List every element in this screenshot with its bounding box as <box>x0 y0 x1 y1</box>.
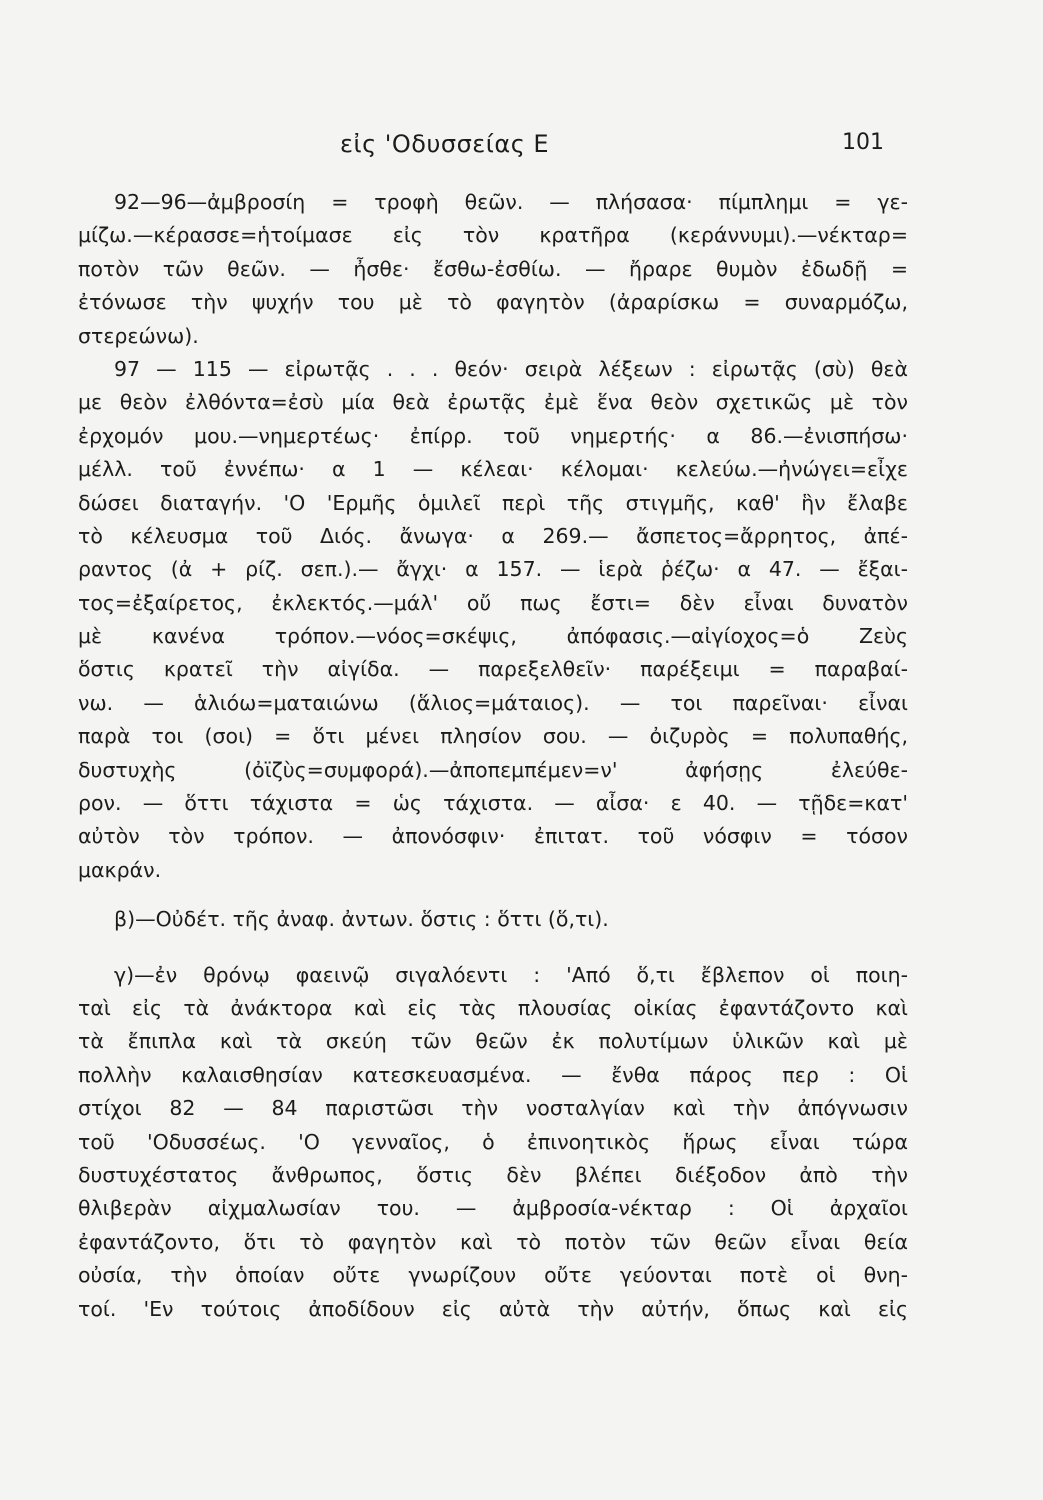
text-line: μακράν. <box>78 857 162 882</box>
text-line: τοί. 'Εν τούτοις ἀποδίδουν εἰς αὐτὰ τὴν αὐτήν, ὅπως καὶ εἰς <box>78 1296 908 1321</box>
text-line: ρον. — ὅττι τάχιστα = ὡς τάχιστα. — αἶσα· ε 40. — τῇδε=κατ' <box>78 791 908 816</box>
text-line: δυστυχέστατος ἄνθρωπος, ὅστις δὲν βλέπει διέξοδον ἀπὸ τὴν <box>78 1162 908 1187</box>
paragraph-lines-97-115 <box>78 353 908 887</box>
text-line: 92—96—ἀμβροσίη = τροφὴ θεῶν. — πλήσασα· πίμπλημι = γε- <box>114 190 908 214</box>
text-line: οὐσία, τὴν ὁποίαν οὔτε γνωρίζουν οὔτε γεύονται ποτὲ οἱ θνη- <box>78 1263 908 1288</box>
text-line: ραντος (ἀ + ρίζ. σεπ.).— ἄγχι· α 157. — ἱερὰ ῥέζω· α 47. — ἔξαι- <box>78 557 908 582</box>
text-line: στερεώνω). <box>78 323 199 348</box>
text-line: πολλὴν καλαισθησίαν κατεσκευασμένα. — ἔνθα πάρος περ : Οἱ <box>78 1062 908 1087</box>
text-line: τὰ ἔπιπλα καὶ τὰ σκεύη τῶν θεῶν ἐκ πολυτίμων ὑλικῶν καὶ μὲ <box>78 1029 908 1054</box>
paragraph-beta <box>78 903 908 936</box>
text-line: τὸ κέλευσμα τοῦ Διός. ἄνωγα· α 269.— ἄσπετος=ἄρρητος, ἀπέ- <box>78 523 908 548</box>
text-line: 97 — 115 — εἰρωτᾷς . . . θεόν· σειρὰ λέξεων : εἰρωτᾷς (σὺ) θεὰ <box>114 356 908 381</box>
text-line: τοῦ 'Οδυσσέως. 'Ο γενναῖος, ὁ ἐπινοητικὸς ἥρως εἶναι τώρα <box>78 1129 908 1154</box>
text-line: ποτὸν τῶν θεῶν. — ἦσθε· ἔσθω-ἐσθίω. — ἤραρε θυμὸν ἐδωδῇ = <box>78 256 908 281</box>
commentary-body <box>78 186 908 1326</box>
text-line: παρὰ τοι (σοι) = ὅτι μένει πλησίον σου. — ὀιζυρὸς = πολυπαθής, <box>78 724 908 749</box>
page-number: 101 <box>842 130 884 155</box>
text-line: ἐρχομόν μου.—νημερτέως· ἐπίρρ. τοῦ νημερτής· α 86.—ἐνισπήσω· <box>78 423 908 448</box>
running-header: εἰς 'Οδυσσείας Ε <box>340 130 550 158</box>
text-line: θλιβερὰν αἰχμαλωσίαν του. — ἀμβροσία-νέκταρ : Οἱ ἀρχαῖοι <box>78 1196 908 1221</box>
text-line: στίχοι 82 — 84 παριστῶσι τὴν νοσταλγίαν καὶ τὴν ἀπόγνωσιν <box>78 1096 908 1121</box>
text-line: μέλλ. τοῦ ἐννέπω· α 1 — κέλεαι· κέλομαι· κελεύω.—ἠνώγει=εἶχε <box>78 457 908 482</box>
text-line: μίζω.—κέρασσε=ἡτοίμασε εἰς τὸν κρατῆρα (κεράννυμι).—νέκταρ= <box>78 223 908 248</box>
paragraph-gamma <box>78 959 908 1326</box>
text-line: με θεὸν ἐλθόντα=ἐσὺ μία θεὰ ἐρωτᾷς ἐμὲ ἕνα θεὸν σχετικῶς μὲ τὸν <box>78 390 908 415</box>
text-line: β)—Οὐδέτ. τῆς ἀναφ. ἀντων. ὅστις : ὅττι (ὅ,τι). <box>114 907 609 932</box>
paragraph-lines-92-96 <box>78 186 908 353</box>
text-line: νω. — ἁλιόω=ματαιώνω (ἅλιος=μάταιος). — τοι παρεῖναι· εἶναι <box>78 690 908 715</box>
text-line: γ)—ἐν θρόνῳ φαεινῷ σιγαλόεντι : 'Από ὅ,τι ἔβλεπον οἱ ποιη- <box>114 962 908 987</box>
spacer <box>78 937 908 959</box>
text-line: τος=ἐξαίρετος, ἐκλεκτός.—μάλ' οὔ πως ἔστι= δὲν εἶναι δυνατὸν <box>78 590 908 615</box>
text-line: μὲ κανένα τρόπον.—νόος=σκέψις, ἀπόφασις.—αἰγίοχος=ὁ Ζεὺς <box>78 624 908 649</box>
text-line: ταὶ εἰς τὰ ἀνάκτορα καὶ εἰς τὰς πλουσίας οἰκίας ἐφαντάζοντο καὶ <box>78 995 908 1020</box>
text-line: δυστυχὴς (ὀϊζὺς=συμφορά).—ἀποπεμπέμεν=ν' ἀφήσῃς ἐλεύθε- <box>78 757 908 782</box>
text-line: ἐφαντάζοντο, ὅτι τὸ φαγητὸν καὶ τὸ ποτὸν τῶν θεῶν εἶναι θεία <box>78 1229 908 1254</box>
spacer <box>78 887 908 903</box>
text-line: ἐτόνωσε τὴν ψυχήν του μὲ τὸ φαγητὸν (ἀραρίσκω = συναρμόζω, <box>78 290 908 315</box>
text-line: ὅστις κρατεῖ τὴν αἰγίδα. — παρεξελθεῖν· παρέξειμι = παραβαί- <box>78 657 908 682</box>
text-line: αὐτὸν τὸν τρόπον. — ἀπονόσφιν· ἐπιτατ. τοῦ νόσφιν = τόσον <box>78 824 908 849</box>
text-line: δώσει διαταγήν. 'Ο 'Ερμῆς ὁμιλεῖ περὶ τῆς στιγμῆς, καθ' ἣν ἔλαβε <box>78 490 908 515</box>
